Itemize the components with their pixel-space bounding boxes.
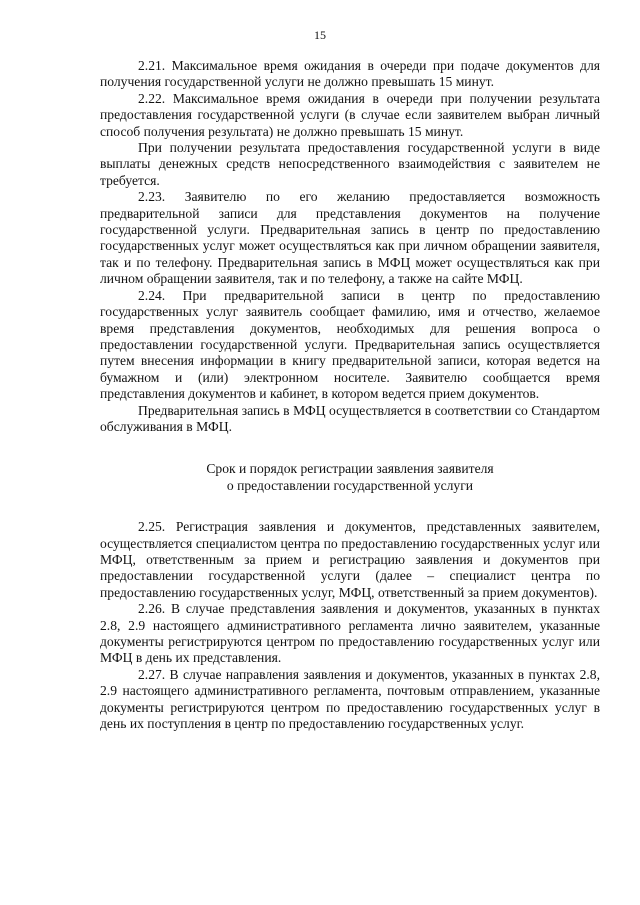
paragraph-2-24-mfc: Предварительная запись в МФЦ осуществляется в соответствии со Стандартом обслуживания в МФЦ. bbox=[100, 402, 600, 434]
paragraph-2-27: 2.27. В случае направления заявления и документов, указанных в пунктах 2.8, 2.9 настоящего административного регламента, почтовым отправлением, указанные документы регистрируются центром по предоставлению государственных услуг в день их поступления в центр по предоставлению государственных услуг. bbox=[100, 666, 600, 732]
paragraph-2-22-note: При получении результата предоставления государственной услуги в виде выплаты денежных средств непосредственного взаимодействия с заявителем не требуется. bbox=[100, 140, 600, 188]
page-number: 15 bbox=[314, 28, 326, 42]
document-body bbox=[100, 58, 600, 732]
paragraph-2-26: 2.26. В случае представления заявления и документов, указанных в пунктах 2.8, 2.9 настоящего административного регламента лично заявителем, указанные документы регистрируются центром по предоставлению государственных услуг или МФЦ в день их представления. bbox=[100, 601, 600, 666]
section-heading bbox=[100, 461, 600, 494]
paragraph-2-25: 2.25. Регистрация заявления и документов, представленных заявителем, осуществляется специалистом центра по предоставлению государственных услуг или МФЦ, ответственным за прием и регистрацию заявления и документов при предоставлении государственной услуги (далее – специалист центра по предоставлению государственных услуг, МФЦ, ответственный за прием документов). bbox=[100, 519, 600, 600]
section-heading-line-2: о предоставлении государственной услуги bbox=[226, 477, 474, 493]
paragraph-2-24: 2.24. При предварительной записи в центр по предоставлению государственных услуг заявитель сообщает фамилию, имя и отчество, желаемое время представления документов, необходимых для решения вопроса о предоставлении государственной услуги. Предварительная запись осуществляется путем внесения информации в книгу предварительной записи, которая ведется на бумажном и (или) электронном носителе. Заявителю сообщается время представления документов и кабинет, в котором ведется прием документов. bbox=[100, 287, 600, 402]
paragraph-2-23: 2.23. Заявителю по его желанию предоставляется возможность предварительной записи для представления документов на получение государственной услуги. Предварительная запись в центр по предоставлению государственных услуг может осуществляться как при личном обращении заявителя, так и по телефону. Предварительная запись в МФЦ может осуществляться как при личном обращении заявителя, так и по телефону, а также на сайте МФЦ. bbox=[100, 189, 600, 287]
paragraph-2-21: 2.21. Максимальное время ожидания в очереди при подаче документов для получения государственной услуги не должно превышать 15 минут. bbox=[100, 58, 600, 90]
paragraph-2-22: 2.22. Максимальное время ожидания в очереди при получении результата предоставления государственной услуги (в случае если заявителем выбран личный способ получения результата) не должно превышать 15 минут. bbox=[100, 90, 600, 139]
section-heading-line-1: Срок и порядок регистрации заявления заявителя bbox=[206, 461, 494, 477]
